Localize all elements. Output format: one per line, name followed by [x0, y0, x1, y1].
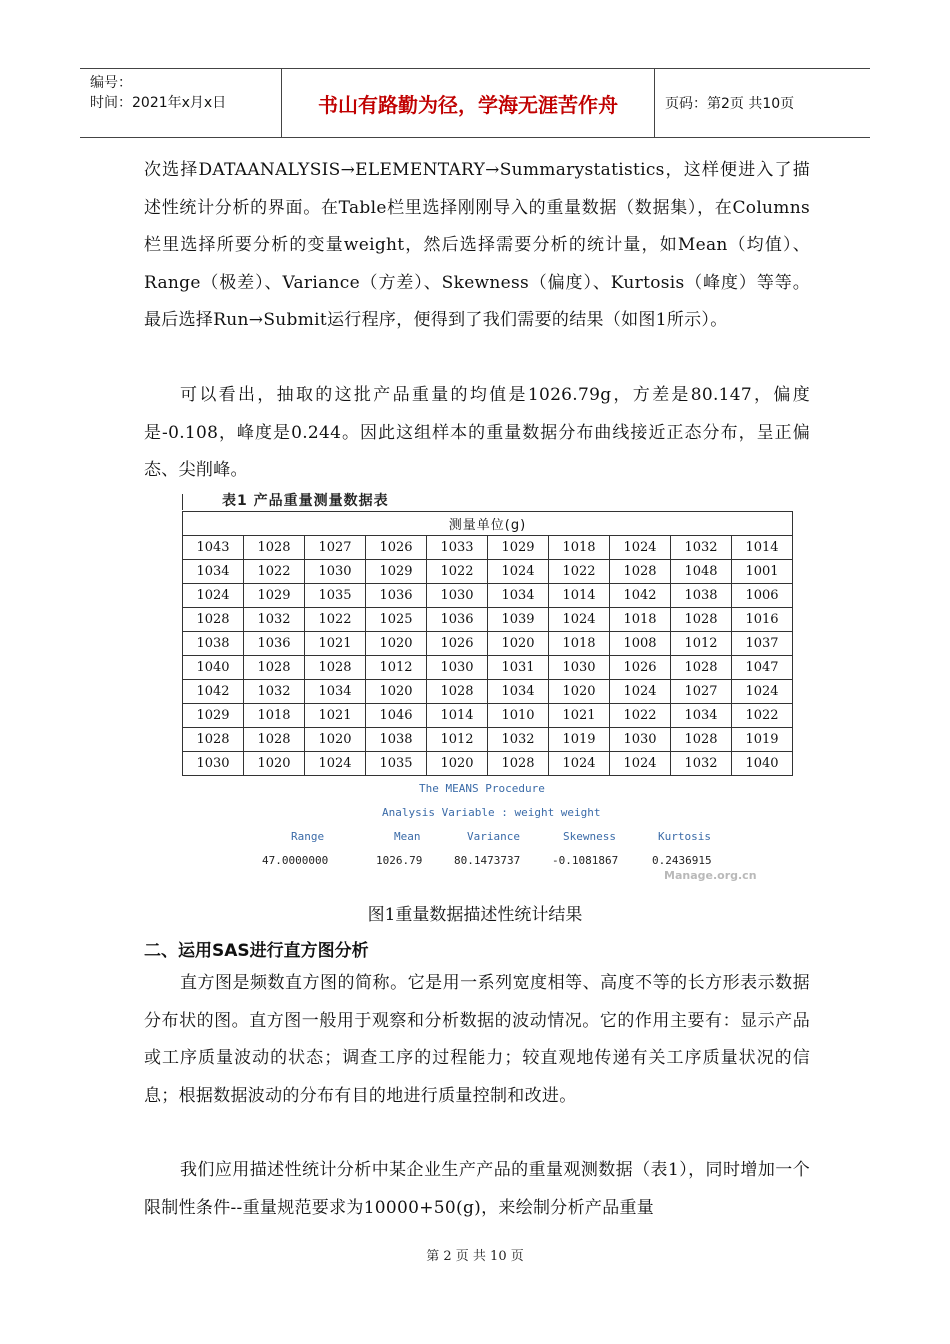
table-cell: 1008 [610, 632, 671, 656]
table-cell: 1022 [732, 704, 793, 728]
table-corner-mark [182, 494, 183, 510]
table-row [183, 632, 793, 656]
table-cell: 1032 [488, 728, 549, 752]
table-cell: 1025 [366, 608, 427, 632]
table-cell: 1035 [366, 752, 427, 776]
table-cell: 1043 [183, 536, 244, 560]
table-cell: 1028 [305, 656, 366, 680]
watermark: Manage.org.cn [664, 869, 757, 882]
table-cell: 1036 [366, 584, 427, 608]
table-cell: 1020 [549, 680, 610, 704]
section-heading: 二、运用SAS进行直方图分析 [144, 941, 369, 961]
paragraph-2: 可以看出，抽取的这批产品重量的均值是1026.79g，方差是80.147，偏度是-0.108，峰度是0.244。因此这组样本的重量数据分布曲线接近正态分布，呈正偏态、尖削峰。 [144, 385, 810, 480]
table-cell: 1018 [244, 704, 305, 728]
table-cell: 1047 [732, 656, 793, 680]
table-cell: 1022 [549, 560, 610, 584]
table-cell: 1038 [671, 584, 732, 608]
table-cell: 1039 [488, 608, 549, 632]
table-cell: 1032 [244, 680, 305, 704]
table-cell: 1028 [427, 680, 488, 704]
table-cell: 1018 [610, 608, 671, 632]
sas-procedure-title: The MEANS Procedure [419, 782, 545, 795]
table-cell: 1027 [305, 536, 366, 560]
sas-header-range: Range [291, 830, 325, 843]
table-cell: 1001 [732, 560, 793, 584]
sas-header-skewness: Skewness [563, 830, 616, 843]
table-row [183, 704, 793, 728]
sas-header-variance: Variance [467, 830, 520, 843]
table-cell: 1034 [488, 680, 549, 704]
table-cell: 1028 [183, 608, 244, 632]
table-cell: 1014 [732, 536, 793, 560]
table-cell: 1019 [549, 728, 610, 752]
table-cell: 1020 [366, 632, 427, 656]
sas-header-kurtosis: Kurtosis [658, 830, 711, 843]
table-cell: 1038 [183, 632, 244, 656]
table-cell: 1021 [549, 704, 610, 728]
table-row [183, 656, 793, 680]
table-cell: 1037 [732, 632, 793, 656]
table-cell: 1006 [732, 584, 793, 608]
table-cell: 1024 [305, 752, 366, 776]
table-cell: 1028 [610, 560, 671, 584]
table-cell: 1028 [488, 752, 549, 776]
table-row [183, 608, 793, 632]
table-cell: 1036 [427, 608, 488, 632]
paragraph-4: 我们应用描述性统计分析中某企业生产产品的重量观测数据（表1），同时增加一个限制性条件--重量规范要求为10000+50(g)，来绘制分析产品重量 [144, 1160, 810, 1218]
table-cell: 1024 [610, 680, 671, 704]
table-cell: 1031 [488, 656, 549, 680]
table-cell: 1012 [427, 728, 488, 752]
table-cell: 1040 [183, 656, 244, 680]
number-label: 编号： [90, 75, 132, 91]
table-cell: 1022 [244, 560, 305, 584]
table-row [183, 728, 793, 752]
table-cell: 1012 [366, 656, 427, 680]
sas-analysis-variable: Analysis Variable : weight weight [382, 806, 601, 819]
table-cell: 1020 [488, 632, 549, 656]
table-cell: 1035 [305, 584, 366, 608]
table-cell: 1010 [488, 704, 549, 728]
weight-data-table [182, 511, 793, 776]
table-cell: 1012 [671, 632, 732, 656]
page-header [80, 68, 870, 138]
table-cell: 1026 [366, 536, 427, 560]
sas-value-mean: 1026.79 [376, 854, 423, 867]
header-page-info: 页码：第2页 共10页 [665, 96, 795, 112]
table-cell: 1040 [732, 752, 793, 776]
table-cell: 1028 [671, 728, 732, 752]
table-cell: 1020 [427, 752, 488, 776]
table-cell: 1028 [244, 536, 305, 560]
table-cell: 1042 [610, 584, 671, 608]
table-row [183, 536, 793, 560]
table-cell: 1028 [244, 656, 305, 680]
table-cell: 1030 [610, 728, 671, 752]
table-cell: 1034 [305, 680, 366, 704]
table-unit-header: 测量单位(g) [183, 512, 793, 536]
table-cell: 1030 [305, 560, 366, 584]
table-cell: 1024 [549, 752, 610, 776]
table-row [183, 584, 793, 608]
table-cell: 1028 [671, 608, 732, 632]
paragraph-3: 直方图是频数直方图的简称。它是用一系列宽度相等、高度不等的长方形表示数据分布状的图。直方图一般用于观察和分析数据的波动情况。它的作用主要有：显示产品或工序质量波动的状态；调查工序的过程能力；较直观地传递有关工序质量状况的信息；根据数据波动的分布有目的地进行质量控制和改进。 [144, 973, 810, 1106]
table-cell: 1018 [549, 536, 610, 560]
table-row [183, 680, 793, 704]
sas-value-variance: 80.1473737 [454, 854, 521, 867]
page-footer: 第 2 页 共 10 页 [426, 1249, 524, 1264]
table-cell: 1014 [549, 584, 610, 608]
table-cell: 1028 [671, 656, 732, 680]
table-cell: 1026 [610, 656, 671, 680]
table-cell: 1029 [488, 536, 549, 560]
table-cell: 1042 [183, 680, 244, 704]
table-cell: 1016 [732, 608, 793, 632]
sas-value-skewness: -0.1081867 [552, 854, 619, 867]
table-row [183, 560, 793, 584]
header-meta [80, 69, 282, 137]
table-cell: 1024 [732, 680, 793, 704]
table-cell: 1020 [244, 752, 305, 776]
table-cell: 1032 [671, 752, 732, 776]
table-cell: 1032 [244, 608, 305, 632]
table-cell: 1029 [244, 584, 305, 608]
figure-caption: 图1重量数据描述性统计结果 [367, 905, 583, 925]
table-cell: 1026 [427, 632, 488, 656]
table-corner-mark-2 [792, 766, 793, 776]
table-cell: 1038 [366, 728, 427, 752]
table-cell: 1027 [671, 680, 732, 704]
sas-value-range: 47.0000000 [262, 854, 329, 867]
table-cell: 1029 [366, 560, 427, 584]
table-cell: 1019 [732, 728, 793, 752]
table-cell: 1020 [305, 728, 366, 752]
table-cell: 1021 [305, 704, 366, 728]
table-cell: 1021 [305, 632, 366, 656]
table-cell: 1022 [305, 608, 366, 632]
table-cell: 1036 [244, 632, 305, 656]
table-cell: 1034 [488, 584, 549, 608]
table-caption: 表1 产品重量测量数据表 [222, 493, 389, 509]
table-cell: 1030 [427, 584, 488, 608]
paragraph-1: 次选择DATAANALYSIS→ELEMENTARY→Summarystatistics，这样便进入了描述性统计分析的界面。在Table栏里选择刚刚导入的重量数据（数据集），在Columns栏里选择所要分析的变量weight，然后选择需要分析的统计量，如Mean（均值）、Range（极差）、Variance（方差）、Skewness（偏度）、Kurtosis（峰度）等等。最后选择Run→Submit运行程序，便得到了我们需要的结果（如图1所示）。 [144, 160, 810, 330]
table-cell: 1020 [366, 680, 427, 704]
table-cell: 1022 [610, 704, 671, 728]
table-cell: 1024 [183, 584, 244, 608]
table-cell: 1046 [366, 704, 427, 728]
table-cell: 1034 [183, 560, 244, 584]
table-cell: 1028 [244, 728, 305, 752]
table-cell: 1024 [610, 536, 671, 560]
table-cell: 1018 [549, 632, 610, 656]
table-cell: 1030 [549, 656, 610, 680]
table-cell: 1024 [549, 608, 610, 632]
table-cell: 1030 [427, 656, 488, 680]
table-cell: 1014 [427, 704, 488, 728]
time-label: 时间：2021年x月x日 [90, 95, 227, 111]
table-cell: 1024 [488, 560, 549, 584]
table-cell: 1022 [427, 560, 488, 584]
sas-value-kurtosis: 0.2436915 [652, 854, 712, 867]
header-motto: 书山有路勤为径，学海无涯苦作舟 [282, 69, 655, 137]
table-row [183, 752, 793, 776]
sas-header-mean: Mean [394, 830, 421, 843]
table-cell: 1034 [671, 704, 732, 728]
table-cell: 1048 [671, 560, 732, 584]
table-cell: 1024 [610, 752, 671, 776]
table-cell: 1030 [183, 752, 244, 776]
table-cell: 1032 [671, 536, 732, 560]
table-cell: 1028 [183, 728, 244, 752]
table-cell: 1029 [183, 704, 244, 728]
table-cell: 1033 [427, 536, 488, 560]
